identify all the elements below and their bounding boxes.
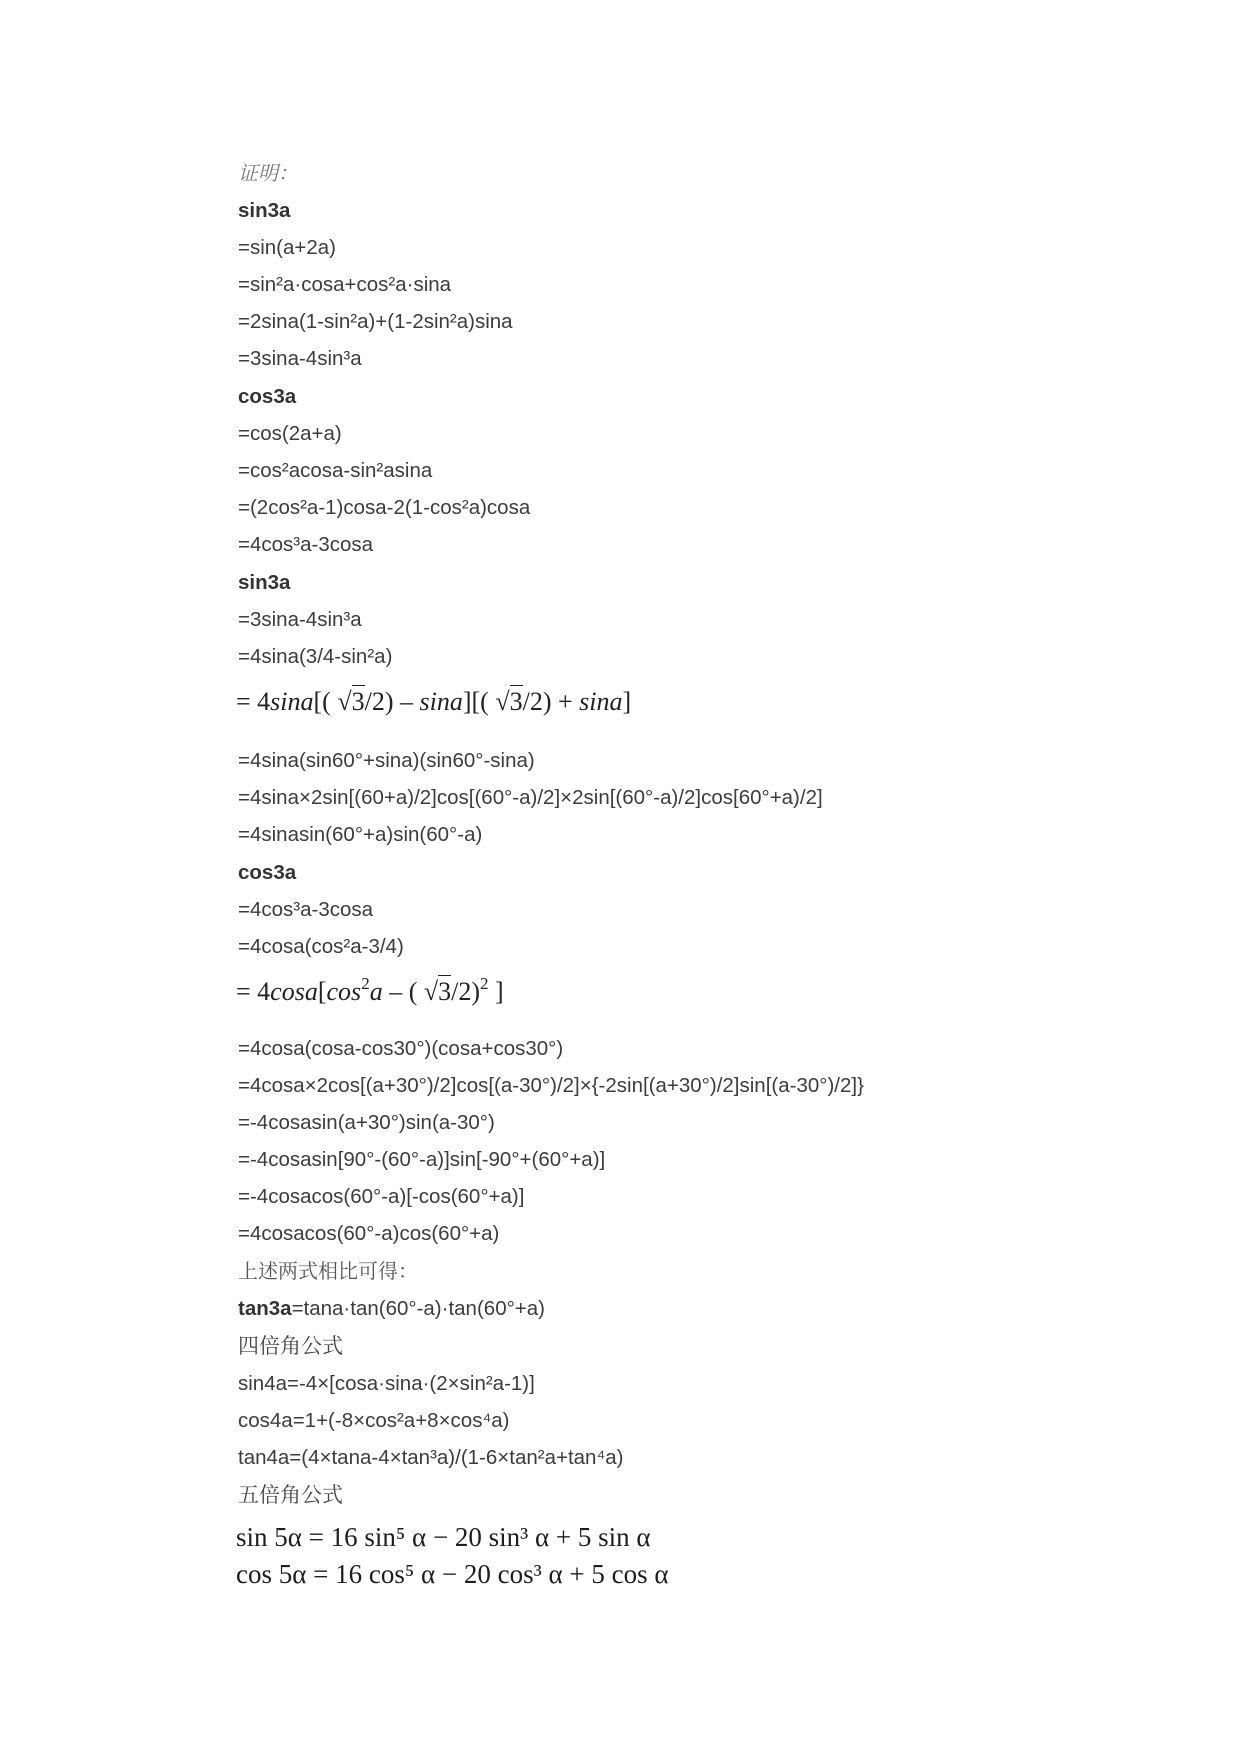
section-heading-cos3a-2: cos3a — [238, 861, 297, 884]
step-line: =sin(a+2a) — [238, 236, 337, 259]
step-line: =4cosa(cos²a-3/4) — [238, 935, 404, 958]
step-line: =cos(2a+a) — [238, 422, 342, 445]
step-line: =4cos³a-3cosa — [238, 533, 374, 556]
formula-image-cos3a: = $4\cos a[\cos^2a$ – ( √3/2)$^2$ ] — [236, 974, 504, 1006]
step-line: =3sina-4sin³a — [238, 608, 362, 631]
cos5a-formula: cos 5α = 16 cos⁵ α − 20 cos³ α + 5 cos α — [236, 1559, 669, 1589]
step-line: =-4cosasin[90°-(60°-a)]sin[-90°+(60°+a)] — [238, 1148, 606, 1171]
quadruple-line: tan4a=(4×tana-4×tan³a)/(1-6×tan²a+tan⁴a) — [238, 1446, 624, 1469]
step-line: =4sina(3/4-sin²a) — [238, 645, 393, 668]
step-line: =-4cosasin(a+30°)sin(a-30°) — [238, 1111, 495, 1134]
section-heading-cos3a: cos3a — [238, 385, 297, 408]
formula-image-sin3a: = 4sina[( √3/2) – sina][( √3/2) + sina] — [236, 687, 632, 716]
section-heading-sin3a-2: sin3a — [238, 571, 291, 594]
step-line: =4cosa×2cos[(a+30°)/2]cos[(a-30°)/2]×{-2sin[(a+30°)/2]sin[(a-30°)/2]} — [238, 1074, 864, 1097]
step-line: =4sinasin(60°+a)sin(60°-a) — [238, 823, 483, 846]
step-line: =4sina(sin60°+sina)(sin60°-sina) — [238, 749, 535, 772]
tan3a-result — [238, 1296, 545, 1322]
step-line: =cos²acosa-sin²asina — [238, 459, 433, 482]
step-line: =4sina×2sin[(60+a)/2]cos[(60°-a)/2]×2sin[(60°-a)/2]cos[60°+a)/2] — [238, 786, 823, 809]
quadruple-heading: 四倍角公式 — [238, 1334, 343, 1358]
step-line: =4cosacos(60°-a)cos(60°+a) — [238, 1222, 500, 1245]
step-line: =-4cosacos(60°-a)[-cos(60°+a)] — [238, 1185, 525, 1208]
quadruple-line: cos4a=1+(-8×cos²a+8×cos⁴a) — [238, 1409, 510, 1432]
step-line: =3sina-4sin³a — [238, 347, 362, 370]
quintuple-heading: 五倍角公式 — [238, 1483, 343, 1507]
conclusion-label: 上述两式相比可得： — [238, 1259, 418, 1283]
step-line: =4cos³a-3cosa — [238, 898, 374, 921]
proof-label: 证明： — [238, 161, 298, 185]
section-heading-sin3a: sin3a — [238, 199, 291, 222]
quadruple-line: sin4a=-4×[cosa·sina·(2×sin²a-1)] — [238, 1372, 535, 1395]
sin5a-formula: sin 5α = 16 sin⁵ α − 20 sin³ α + 5 sin α — [236, 1522, 651, 1552]
step-line: =2sina(1-sin²a)+(1-2sin²a)sina — [238, 310, 513, 333]
step-line: =(2cos²a-1)cosa-2(1-cos²a)cosa — [238, 496, 531, 519]
step-line: =4cosa(cosa-cos30°)(cosa+cos30°) — [238, 1037, 564, 1060]
tan3a-bold: tan3a — [238, 1297, 292, 1320]
step-line: =sin²a·cosa+cos²a·sina — [238, 273, 452, 296]
tan3a-rest: =tana·tan(60°-a)·tan(60°+a) — [291, 1297, 545, 1320]
